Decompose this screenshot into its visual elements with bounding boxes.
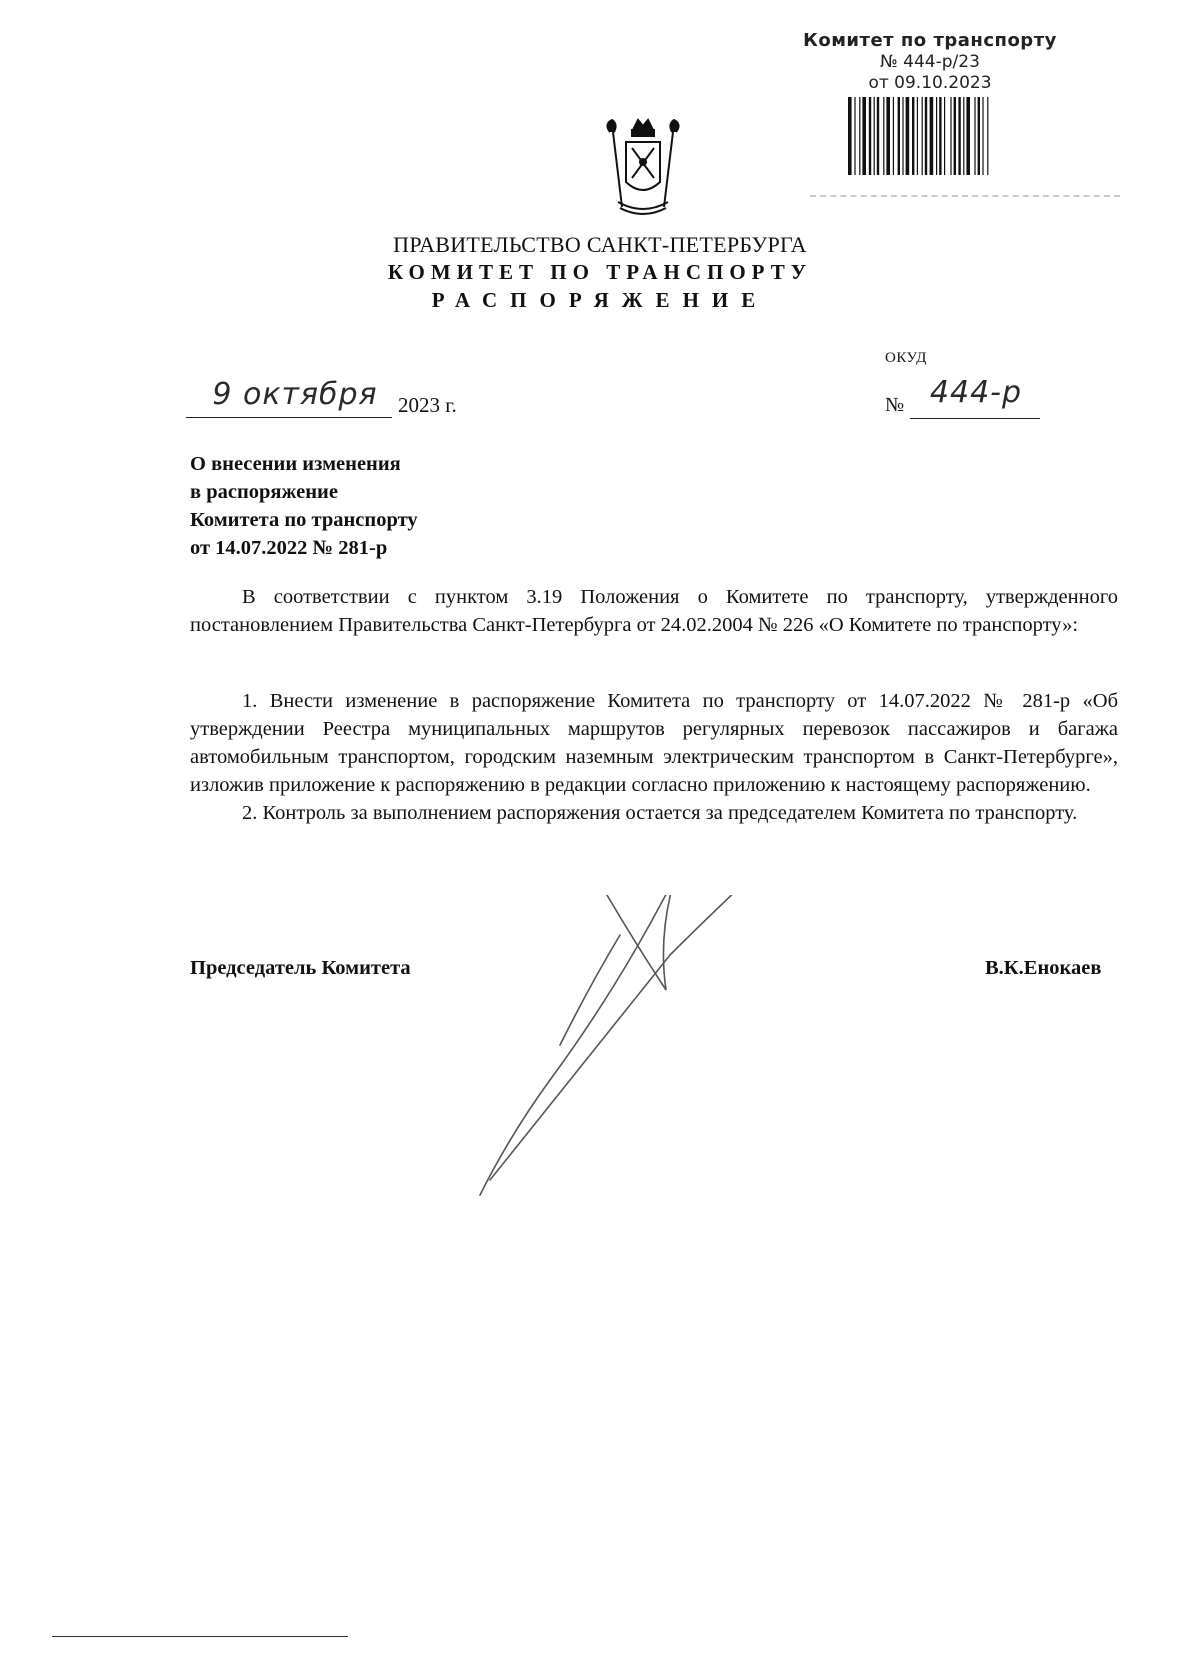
barcode-bar	[874, 97, 875, 175]
barcode-bar	[974, 97, 975, 175]
barcode-bar	[893, 97, 894, 175]
barcode-bar	[869, 97, 871, 175]
barcode-bar	[854, 97, 855, 175]
number-sign: №	[885, 394, 905, 416]
barcode-bar	[898, 97, 900, 175]
committee-heading: КОМИТЕТ ПО ТРАНСПОРТУ	[387, 260, 813, 284]
barcode-bar	[886, 97, 890, 175]
order-items	[190, 687, 1118, 827]
barcode-bar	[930, 97, 934, 175]
subject-line: в распоряжение	[190, 481, 338, 503]
preamble-paragraph	[190, 583, 1118, 639]
signer-name: В.К.Енокаев	[985, 957, 1102, 979]
document-type-heading: РАСПОРЯЖЕНИЕ	[431, 288, 769, 312]
order-item-1: 1. Внести изменение в распоряжение Комитета по транспорту от 14.07.2022 № 281-р «Об утверждении Реестра муниципальных маршрутов регулярных перевозок пассажиров и багажа автомобильным транспортом, городским наземным электрическим транспортом в Санкт-Петербурге», изложив приложение к распоряжению в редакции согласно приложению к настоящему распоряжению.	[190, 690, 1118, 796]
barcode-bar	[950, 97, 951, 175]
okud-label: ОКУД	[885, 350, 927, 366]
barcode-bar	[925, 97, 927, 175]
barcode-bar	[862, 97, 866, 175]
barcode-bar	[944, 97, 945, 175]
handwritten-signature	[470, 895, 810, 1205]
barcode-bar	[936, 97, 937, 175]
barcode-bar	[958, 97, 960, 175]
barcode-bar	[859, 97, 860, 175]
barcode-bar	[883, 97, 884, 175]
barcode-bar	[848, 97, 852, 175]
barcode-bar	[917, 97, 918, 175]
barcode-bar	[987, 97, 988, 175]
subject-line: от 14.07.2022 № 281-р	[190, 537, 388, 559]
number-underline	[910, 418, 1040, 419]
handwritten-number: 444-р	[929, 375, 1023, 410]
subject-line: О внесении изменения	[190, 453, 401, 475]
order-item-2: 2. Контроль за выполнением распоряжения остается за председателем Комитета по транспорту.	[242, 802, 1078, 824]
barcode-bar	[906, 97, 910, 175]
stamp-date: от 09.10.2023	[868, 73, 992, 93]
barcode-bar	[978, 97, 980, 175]
barcode-bar	[912, 97, 914, 175]
barcode-bar	[966, 97, 970, 175]
barcode-bar	[939, 97, 941, 175]
barcode-bar	[902, 97, 903, 175]
date-year: 2023 г.	[398, 393, 457, 417]
signer-title: Председатель Комитета	[190, 957, 411, 979]
stamp-committee: Комитет по транспорту	[803, 30, 1057, 51]
barcode-bar	[963, 97, 964, 175]
handwritten-date: 9 октября	[212, 377, 378, 412]
barcode-image	[848, 97, 1050, 175]
barcode-bar	[877, 97, 879, 175]
coat-of-arms-icon	[598, 112, 688, 222]
document-subject	[190, 450, 510, 562]
preamble-text: В соответствии с пунктом 3.19 Положения о Комитете по транспорту, утвержденного постановлением Правительства Санкт-Петербурга от 24.02.2004 № 226 «О Комитете по транспорту»:	[190, 586, 1118, 636]
registration-stamp	[800, 30, 1060, 94]
barcode-bar	[922, 97, 923, 175]
barcode-bar	[954, 97, 956, 175]
footer-rule	[52, 1636, 348, 1637]
stamp-number: № 444-р/23	[880, 52, 980, 72]
subject-line: Комитета по транспорту	[190, 509, 418, 531]
barcode-bar	[982, 97, 983, 175]
date-underline	[186, 417, 392, 418]
stamp-dashed-line	[810, 195, 1120, 197]
government-heading: ПРАВИТЕЛЬСТВО САНКТ-ПЕТЕРБУРГА	[393, 232, 807, 257]
